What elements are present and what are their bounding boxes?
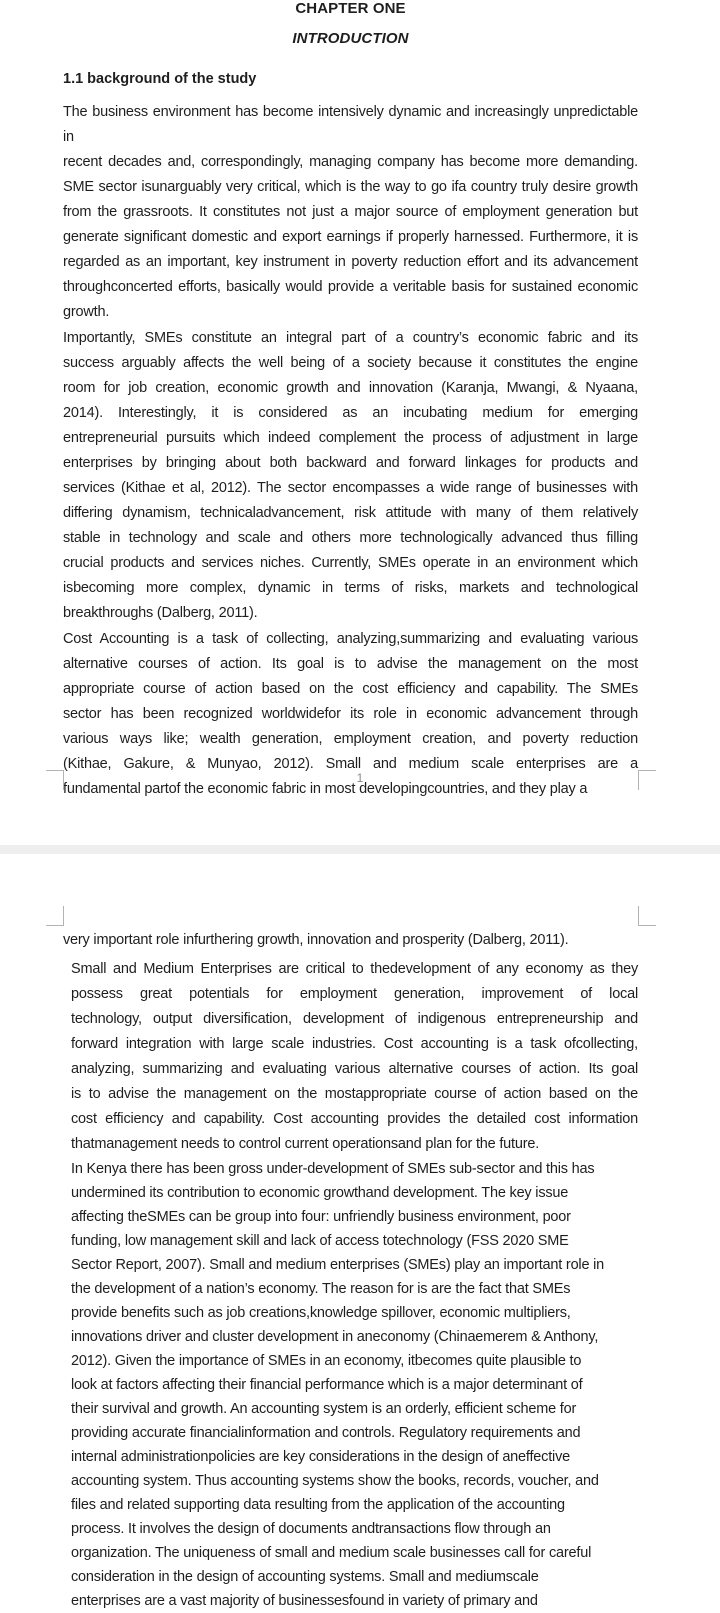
text-line: accounting system. Thus accounting systems show the books, records, voucher, and — [71, 1473, 599, 1489]
text-line: 2014). Interestingly, it is considered as an incubating medium for emerging — [63, 405, 638, 421]
text-line: analyzing, summarizing and evaluating various alternative courses of action. Its goal — [71, 1061, 638, 1077]
text-line: internal administrationpolicies are key considerations in the design of aneffective — [71, 1449, 570, 1465]
text-line: (Kithae, Gakure, & Munyao, 2012). Small and medium scale enterprises are a — [63, 756, 638, 772]
text-line: innovations driver and cluster development in aneconomy (Chinaemerem & Anthony, — [71, 1329, 599, 1345]
page-separator-band — [0, 845, 720, 854]
text-line: fundamental partof the economic fabric in most developingcountries, and they play a — [63, 781, 588, 797]
text-line: services (Kithae et al, 2012). The sector encompasses a wide range of businesses with — [63, 480, 638, 496]
paragraph — [71, 957, 638, 1157]
paragraph — [63, 326, 638, 626]
text-line: In Kenya there has been gross under-development of SMEs sub-sector and this has — [71, 1161, 595, 1177]
text-line: look at factors affecting their financial performance which is a major determinant of — [71, 1377, 583, 1393]
text-line: regarded as an important, key instrument in poverty reduction effort and its advancement — [63, 254, 638, 270]
text-line: provide benefits such as job creations,knowledge spillover, economic multipliers, — [71, 1305, 571, 1321]
text-line: enterprises are a vast majority of businessesfound in variety of primary and — [71, 1593, 538, 1609]
paragraph — [63, 100, 638, 325]
text-line: generate significant domestic and export earnings if properly harnessed. Furthermore, it is — [63, 229, 638, 245]
text-line: possess great potentials for employment generation, improvement of local — [71, 986, 638, 1002]
text-line: alternative courses of action. Its goal is to advise the management on the most — [63, 656, 638, 672]
text-line: throughconcerted efforts, basically would provide a veritable basis for sustained economic — [63, 279, 638, 295]
text-line: crucial products and services niches. Currently, SMEs operate in an environment which — [63, 555, 638, 571]
chapter-title: CHAPTER ONE — [295, 0, 406, 17]
text-line: various ways like; wealth generation, employment creation, and poverty reduction — [63, 731, 638, 747]
text-line: success arguably affects the well being of a society because it constitutes the engine — [63, 355, 638, 371]
text-line: stable in technology and scale and others more technologically advanced thus filling — [63, 530, 638, 546]
text-line: their survival and growth. An accounting system is an orderly, efficient scheme for — [71, 1401, 577, 1417]
chapter-subtitle: INTRODUCTION — [292, 30, 409, 47]
page-number: 1 — [356, 771, 364, 785]
text-line: technology, output diversification, development of indigenous entrepreneurship and — [71, 1011, 638, 1027]
page1-bottom-right-margin-mark — [638, 770, 656, 790]
text-line: is to advise the management on the mostappropriate course of action based on the — [71, 1086, 638, 1102]
text-line: cost efficiency and capability. Cost accounting provides the detailed cost information — [71, 1111, 638, 1127]
text-line: providing accurate financialinformation and controls. Regulatory requirements and — [71, 1425, 581, 1441]
section-heading: 1.1 background of the study — [63, 71, 257, 87]
text-line: undermined its contribution to economic growthand development. The key issue — [71, 1185, 569, 1201]
text-line: appropriate course of action based on the cost efficiency and capability. The SMEs — [63, 681, 638, 697]
text-line: The business environment has become intensively dynamic and increasingly unpredictable in — [63, 104, 638, 145]
text-line: entrepreneurial pursuits which indeed complement the process of adjustment in large — [63, 430, 638, 446]
text-line: funding, low management skill and lack of access totechnology (FSS 2020 SME — [71, 1233, 569, 1249]
text-line: Cost Accounting is a task of collecting, analyzing,summarizing and evaluating various — [63, 631, 638, 647]
text-line: affecting theSMEs can be group into four: unfriendly business environment, poor — [71, 1209, 571, 1225]
text-line: enterprises by bringing about both backward and forward linkages for products and — [63, 455, 638, 471]
page2-top-left-margin-mark — [46, 906, 64, 926]
page-2-body-text — [63, 928, 638, 1613]
page-1-body-text — [63, 100, 638, 802]
text-line: breakthroughs (Dalberg, 2011). — [63, 605, 258, 621]
text-line: SME sector isunarguably very critical, which is the way to go ifa country truly desire growth — [63, 179, 638, 195]
page-2 — [63, 928, 638, 1613]
text-line: organization. The uniqueness of small and medium scale businesses call for careful — [71, 1545, 592, 1561]
text-line: isbecoming more complex, dynamic in terms of risks, markets and technological — [63, 580, 638, 596]
paragraph — [63, 928, 638, 953]
page2-top-right-margin-mark — [638, 906, 656, 926]
text-line: sector has been recognized worldwidefor its role in economic advancement through — [63, 706, 638, 722]
text-line: process. It involves the design of documents andtransactions flow through an — [71, 1521, 551, 1537]
paragraph — [71, 1157, 638, 1613]
text-line: the development of a nation’s economy. The reason for is are the fact that SMEs — [71, 1281, 571, 1297]
text-line: very important role infurthering growth, innovation and prosperity (Dalberg, 2011). — [63, 932, 569, 948]
page1-bottom-left-margin-mark — [46, 770, 64, 790]
text-line: from the grassroots. It constitutes not just a major source of employment generation but — [63, 204, 638, 220]
text-line: Sector Report, 2007). Small and medium enterprises (SMEs) play an important role in — [71, 1257, 605, 1273]
text-line: recent decades and, correspondingly, managing company has become more demanding. — [63, 154, 638, 170]
text-line: room for job creation, economic growth and innovation (Karanja, Mwangi, & Nyaana, — [63, 380, 638, 396]
text-line: Small and Medium Enterprises are critical to thedevelopment of any economy as they — [71, 961, 638, 977]
text-line: growth. — [63, 304, 110, 320]
text-line: forward integration with large scale industries. Cost accounting is a task ofcollecting, — [71, 1036, 638, 1052]
text-line: files and related supporting data resulting from the application of the accounting — [71, 1497, 565, 1513]
text-line: 2012). Given the importance of SMEs in an economy, itbecomes quite plausible to — [71, 1353, 582, 1369]
text-line: differing dynamism, technicaladvancement, risk attitude with many of them relatively — [63, 505, 638, 521]
text-line: thatmanagement needs to control current operationsand plan for the future. — [71, 1136, 540, 1152]
text-line: Importantly, SMEs constitute an integral part of a country’s economic fabric and its — [63, 330, 638, 346]
page-1 — [63, 0, 638, 802]
text-line: consideration in the design of accounting systems. Small and mediumscale — [71, 1569, 539, 1585]
